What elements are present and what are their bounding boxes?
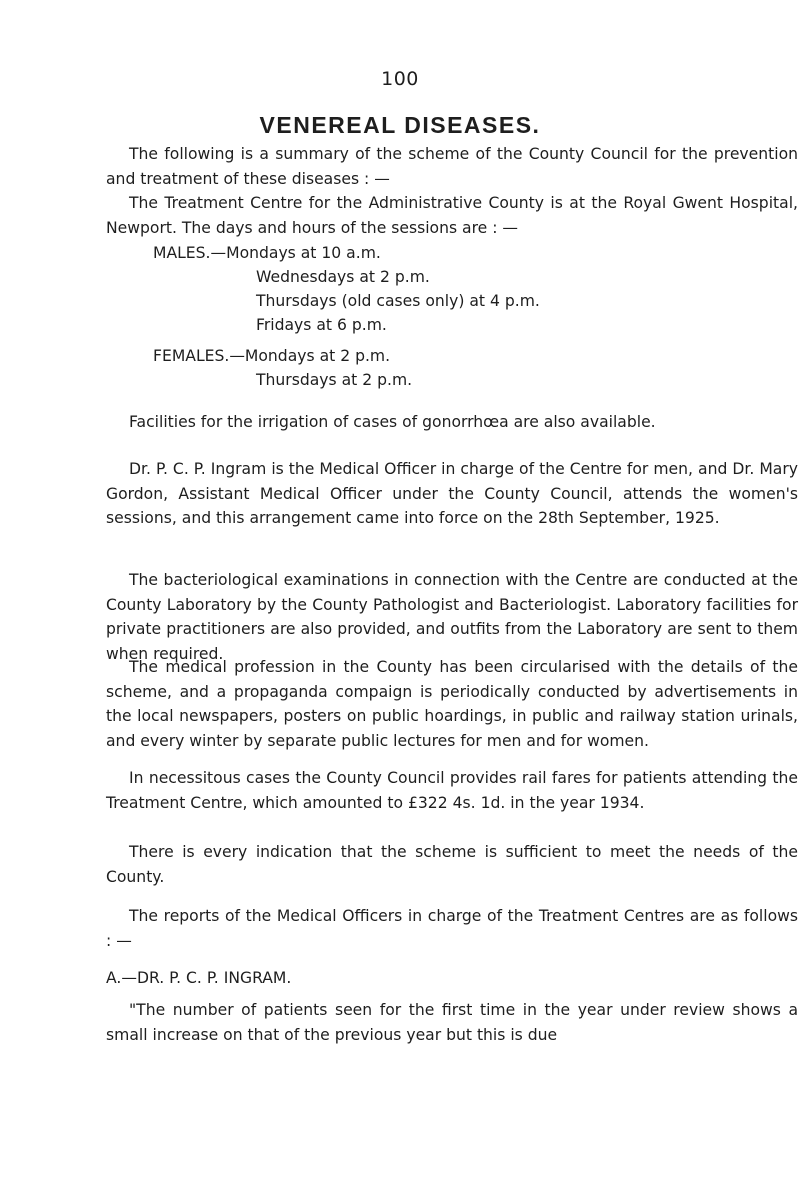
females-session: Thursdays at 2 p.m. — [256, 371, 413, 389]
bacteriological-paragraph: The bacteriological examinations in connection with the Centre are conducted at the County Laboratory by the County Pathologist and Bacteriologist. Laboratory facilities for private practitioners are also provided, and outfits from the Laboratory are sent to them when required. — [106, 571, 798, 663]
males-session: Thursdays (old cases only) at 4 p.m. — [256, 292, 540, 310]
report-a-paragraph: "The number of patients seen for the first time in the year under review shows a small increase on that of the previous year but this is due — [106, 1001, 798, 1044]
propaganda-paragraph: The medical profession in the County has been circularised with the details of the scheme, and a propaganda compaign is periodically conducted by advertisements in the local newspapers, posters on public hoardings, in public and railway station urinals, and every winter by separate public lectures for men and for women. — [106, 658, 798, 750]
indication-paragraph: There is every indication that the scheme is sufficient to meet the needs of the County. — [106, 843, 798, 886]
males-session: Wednesdays at 2 p.m. — [256, 268, 430, 286]
males-session: Fridays at 6 p.m. — [256, 316, 387, 334]
page-number: 100 — [381, 68, 419, 90]
intro-paragraph: The following is a summary of the scheme of the County Council for the prevention and treatment of these diseases : — — [106, 145, 798, 188]
officers-paragraph: Dr. P. C. P. Ingram is the Medical Officer in charge of the Centre for men, and Dr. Mary Gordon, Assistant Medical Officer under the County Council, attends the women's sessions, and this arrangement came into force on the 28th September, 1925. — [106, 460, 798, 527]
facilities-paragraph: Facilities for the irrigation of cases of gonorrhœa are also available. — [129, 413, 656, 431]
treatment-centre-paragraph: The Treatment Centre for the Administrative County is at the Royal Gwent Hospital, Newport. The days and hours of the sessions are : — — [106, 194, 798, 237]
females-schedule-label: FEMALES.—Mondays at 2 p.m. — [153, 347, 391, 365]
report-a-heading: A.—DR. P. C. P. INGRAM. — [106, 969, 292, 987]
reports-intro-paragraph: The reports of the Medical Officers in charge of the Treatment Centres are as follows : — — [106, 907, 798, 950]
page-title: VENEREAL DISEASES. — [259, 112, 541, 138]
males-schedule-label: MALES.—Mondays at 10 a.m. — [153, 244, 381, 262]
rail-fares-paragraph: In necessitous cases the County Council provides rail fares for patients attending the Treatment Centre, which amounted to £322 4s. 1d. in the year 1934. — [106, 769, 798, 812]
